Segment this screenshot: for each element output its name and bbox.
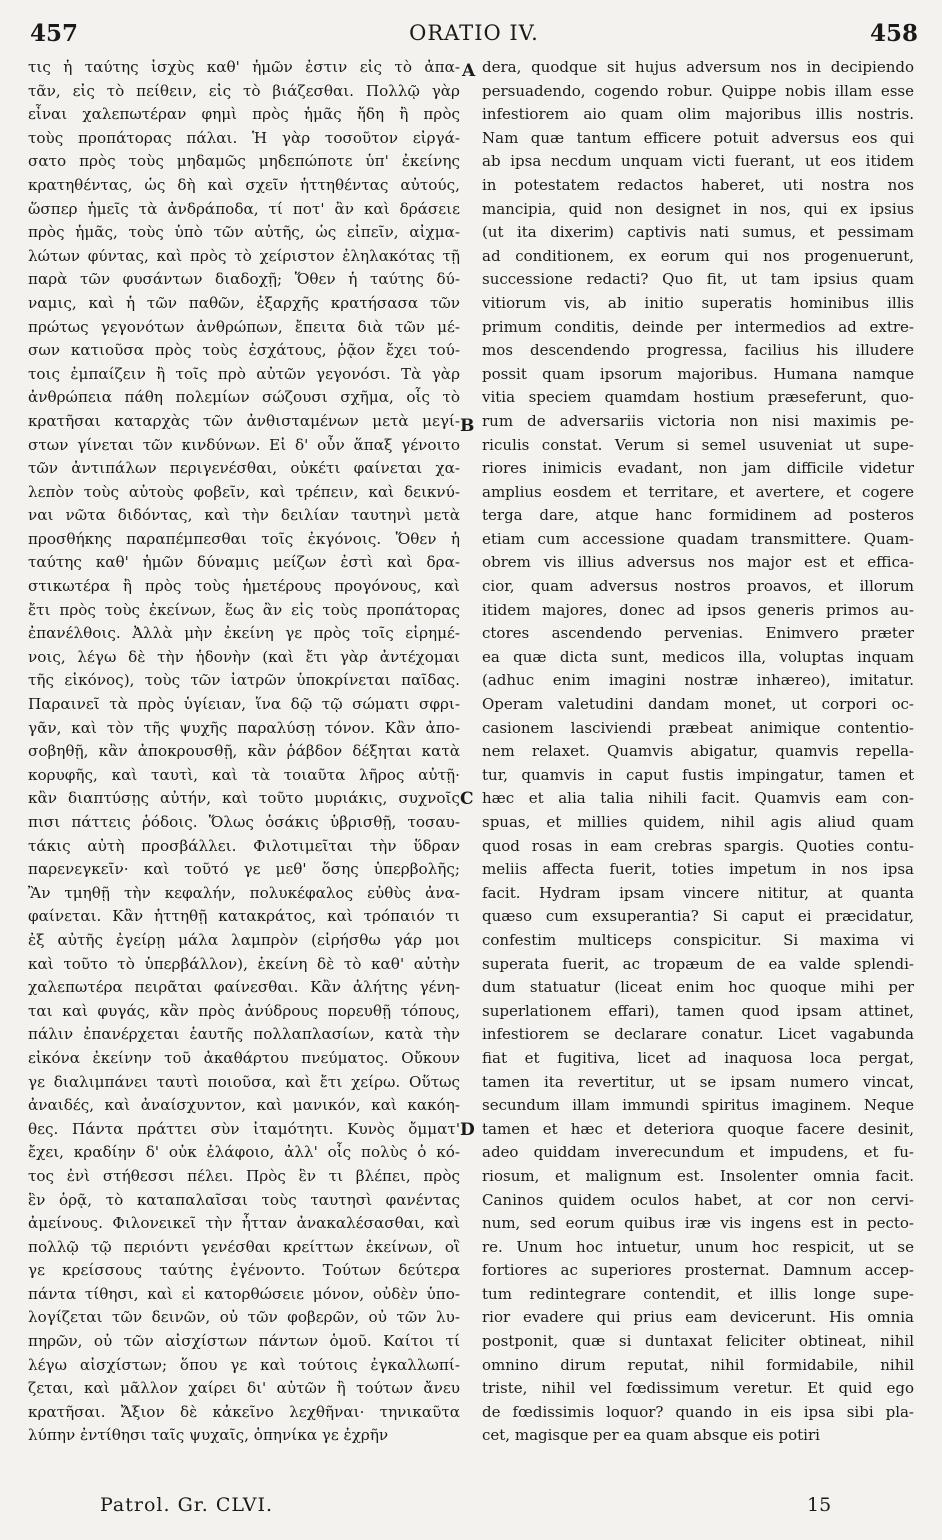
greek-text-line: πάντα τίθησι, καὶ εἰ κατορθώσειε μόνον, οὐδὲν ὑπο- xyxy=(28,1284,460,1303)
greek-text-line: ἓν ὁρᾷ, τὸ καταπαλαῖσαι τοὺς ταυτησὶ φανέντας xyxy=(28,1190,460,1209)
greek-text-line: πισι πάττεις ῥόδοις. Ὅλως ὁσάκις ὑβρισθῇ, τοσαυ- xyxy=(28,813,460,831)
latin-text-line: possit quam ipsorum majoribus. Humana namque xyxy=(482,364,914,383)
latin-text-line: tamen et hæc et deteriora quoque facere desinit, xyxy=(482,1119,914,1138)
greek-text-line: τᾶν, εἰς τὸ πείθειν, εἰς τὸ βιάζεσθαι. Πολλῷ γὰρ xyxy=(28,81,460,100)
latin-text-line: rior evadere qui prius eam devicerunt. His omnia xyxy=(482,1308,914,1327)
greek-text-line: σων κατιοῦσα πρὸς τοὺς ἐσχάτους, ῥᾷον ἔχει τού- xyxy=(28,341,460,360)
greek-text-line: τῶν ἀντιπάλων περιγενέσθαι, οὐκέτι φαίνεται χα- xyxy=(28,459,460,478)
latin-text-line: tur, quamvis in caput fustis impingatur, tamen et xyxy=(482,765,914,784)
latin-text-line: in potestatem redactos haberet, uti nostra nos xyxy=(482,175,914,194)
greek-text-line: προσθήκης παραπέμπεσθαι τοῖς ἐκγόνοις. Ὅθεν ἡ xyxy=(28,529,460,548)
latin-text-line: (adhuc enim imagini nostræ inhæreo), imitatur. xyxy=(482,671,914,690)
latin-text-line: re. Unum hoc intuetur, unum hoc respicit, ut se xyxy=(482,1237,914,1256)
greek-text-line: ζεται, καὶ μᾶλλον χαίρει δι' αὐτῶν ἢ τούτων ἄνευ xyxy=(28,1379,460,1398)
greek-text-line: πολλῷ τῷ περιόντι γενέσθαι κρείττων ἐκείνων, οἳ xyxy=(28,1237,460,1256)
greek-text-line: ἀνθρώπεια πάθη πολεμίων σώζουσι σχῆμα, οἷς τὸ xyxy=(28,388,460,407)
greek-text-line: παρενεγκεῖν· καὶ τοῦτό γε μεθ' ὅσης ὑπερβολῆς; xyxy=(28,860,460,879)
latin-text-line: primum conditis, deinde per intermedios ad extre- xyxy=(482,317,914,336)
greek-text-line: ἔτι πρὸς τοὺς ἐκείνων, ἕως ἂν εἰς τοὺς προπάτορας xyxy=(28,600,460,619)
latin-text-line: superlationem effari), tamen quod ipsam attinet, xyxy=(482,1001,914,1020)
greek-text-line: σατο πρὸς τοὺς μηδαμῶς μηδεπώποτε ὑπ' ἐκείνης xyxy=(28,152,460,171)
greek-text-line: πρὸς ἡμᾶς, τοὺς ὑπὸ τῶν αὐτῆς, ὡς εἰπεῖν, αἰχμα- xyxy=(28,223,460,242)
latin-text-line: terga dare, atque hanc formidinem ad posteros xyxy=(482,506,914,525)
greek-text-line: τῆς εἰκόνος), τοὺς τῶν ἰατρῶν ὑποκρίνεται παῖδας. xyxy=(28,671,460,690)
latin-text-line: riculis constat. Verum si semel usuveniat ut supe- xyxy=(482,435,914,454)
latin-text-line: infestiorem aio quam olim majoribus illis nostris. xyxy=(482,105,914,124)
latin-text-line: dera, quodque sit hujus adversum nos in decipiendo xyxy=(482,58,914,76)
greek-text-line: ὥσπερ ἡμεῖς τὰ ἀνδράποδα, τί ποτ' ἂν καὶ δράσειε xyxy=(28,199,460,218)
greek-text-line: φαίνεται. Κἂν ἡττηθῇ κατακράτος, καὶ τρόπαιόν τι xyxy=(28,907,460,926)
greek-text-line: λογίζεται τῶν δεινῶν, οὐ τῶν φοβερῶν, οὐ τῶν λυ- xyxy=(28,1308,460,1327)
latin-text-line: postponit, quæ si duntaxat feliciter obtineat, nihil xyxy=(482,1332,914,1351)
latin-text-line: mancipia, quid non designet in nos, qui ex ipsius xyxy=(482,199,914,218)
latin-text-line: de fœdissimis loquor? quando in eis ipsa sibi pla- xyxy=(482,1402,914,1421)
latin-text-line: ad conditionem, ex eorum qui nos progenuerunt, xyxy=(482,246,914,265)
latin-text-line: mos descendendo progressa, facilius his illudere xyxy=(482,341,914,360)
greek-text-line: γᾶν, καὶ τὸν τῆς ψυχῆς παραλύσῃ τόνον. Κἂν ἀπο- xyxy=(28,718,460,737)
greek-text-line: τοις ἐμπαίζειν ἢ τοῖς πρὸ αὐτῶν γεγονόσι. Τὰ γὰρ xyxy=(28,364,460,383)
greek-text-line: πάλιν ἐπανέρχεται ἑαυτῆς πολλαπλασίων, κατὰ τὴν xyxy=(28,1025,460,1044)
greek-text-line: Ἂν τμηθῇ τὴν κεφαλήν, πολυκέφαλος εὐθὺς ἀνα- xyxy=(28,883,460,902)
latin-text-line: vitiorum vis, ab initio superatis hominibus illis xyxy=(482,293,914,312)
latin-text-line: infestiorem se declarare conatur. Licet vagabunda xyxy=(482,1025,914,1044)
latin-text-line: fortiores ac superiores prosternat. Damnum accep- xyxy=(482,1261,914,1280)
greek-text-line: ναι νῶτα διδόντας, καὶ τὴν δειλίαν ταυτηνὶ μετὰ xyxy=(28,506,460,525)
greek-text-line: Παραινεῖ τὰ πρὸς ὑγίειαν, ἵνα δῷ τῷ σώματι σφρι- xyxy=(28,695,460,714)
greek-text-line: λεπὸν τοὺς αὐτοὺς φοβεῖν, καὶ τρέπειν, καὶ δεικνύ- xyxy=(28,482,460,501)
latin-text-line: cior, quam adversus nostros proavos, et illorum xyxy=(482,577,914,596)
latin-text-line: Nam quæ tantum efficere potuit adversus eos qui xyxy=(482,128,914,147)
greek-text-line: ται καὶ φυγάς, κἂν πρὸς ἀνύδρους πορευθῇ τόπους, xyxy=(28,1001,460,1020)
greek-text-line: ταύτης καθ' ἡμῶν δύναμις μείζων ἐστὶ καὶ δρα- xyxy=(28,553,460,572)
latin-text-line: cet, magisque per ea quam absque eis potiri xyxy=(482,1426,820,1445)
greek-text-line: κρατῆσαι καταρχὰς τῶν ἀνθισταμένων μετὰ μεγί- xyxy=(28,411,460,430)
greek-text-line: πηρῶν, οὐ τῶν αἰσχίστων πάντων ὁμοῦ. Καίτοι τί xyxy=(28,1332,460,1351)
greek-text-line: λύπην ἐντίθησι ταῖς ψυχαῖς, ὁπηνίκα γε ἐχρῆν xyxy=(28,1426,389,1445)
greek-text-line: ἐπανέλθοις. Ἀλλὰ μὴν ἐκείνη γε πρὸς τοῖς εἰρημέ- xyxy=(28,624,460,643)
page-number-right: 458 xyxy=(869,20,918,47)
greek-text-line: ἐξ αὐτῆς ἐγείρῃ μάλα λαμπρὸν (εἰρήσθω γάρ μοι xyxy=(28,930,460,949)
greek-text-line: στικωτέρα ἢ πρὸς τοὺς ἡμετέρους προγόνους, καὶ xyxy=(28,577,460,596)
latin-text-line: amplius eosdem et territare, et avertere, et cogere xyxy=(482,482,914,501)
greek-text-line: παρὰ τῶν φυσάντων διαδοχῇ; Ὅθεν ἡ ταύτης δύ- xyxy=(28,270,460,289)
latin-text-line: adeo quiddam inverecundum et impudens, et fu- xyxy=(482,1143,914,1162)
greek-text-line: ἀναιδές, καὶ ἀναίσχυντον, καὶ μανικόν, καὶ κακόη- xyxy=(28,1096,460,1115)
greek-text-line: νοις, λέγω δὲ τὴν ἡδονὴν (καὶ ἔτι γὰρ ἀντέχομαι xyxy=(28,647,460,666)
page-footer xyxy=(0,1490,942,1530)
greek-text-line: κἂν διαπτύσῃς αὐτήν, καὶ τοῦτο μυριάκις, συχνοῖς xyxy=(28,789,460,808)
latin-text-line: vitia speciem quamdam hostium præseferunt, quo- xyxy=(482,388,914,407)
section-marker-d: D xyxy=(460,1120,475,1140)
latin-text-line: riores inimicis evadant, non jam difficile videtur xyxy=(482,459,914,478)
latin-text-line: meliis affecta fuerit, toties impetum in nos ipsa xyxy=(482,860,914,879)
latin-text-line: riosum, et malignum est. Insolenter omnia facit. xyxy=(482,1166,914,1185)
latin-text-line: quæso cum exsuperantia? Si caput ei præcidatur, xyxy=(482,907,914,926)
greek-text-column xyxy=(28,56,460,1482)
gathering-number: 15 xyxy=(807,1494,832,1516)
latin-text-line: itidem majores, donec ad ipsos generis primos au- xyxy=(482,600,914,619)
latin-text-line: tamen ita revertitur, ut se ipsam numero vincat, xyxy=(482,1072,914,1091)
latin-text-line: omnino dirum reputat, nihil formidabile, nihil xyxy=(482,1355,914,1374)
greek-text-line: θες. Πάντα πράττει σὺν ἰταμότητι. Κυνὸς ὄμματ' xyxy=(28,1119,460,1138)
latin-text-line: tum redintegrare contendit, et illis longe supe- xyxy=(482,1284,914,1303)
latin-text-line: spuas, et millies quidem, nihil agis aliud quam xyxy=(482,813,914,831)
greek-text-line: στων γίνεται τῶν κινδύνων. Εἰ δ' οὖν ἅπαξ γένοιτο xyxy=(28,435,460,454)
greek-text-line: κρατηθέντας, ὡς δὴ καὶ σχεῖν ἡττηθέντας αὐτούς, xyxy=(28,175,460,194)
latin-text-line: Caninos quidem oculos habet, at cor non cervi- xyxy=(482,1190,914,1209)
latin-text-line: facit. Hydram ipsam vincere nititur, at quanta xyxy=(482,883,914,902)
greek-text-line: εἶναι χαλεπωτέραν φημὶ πρὸς ἡμᾶς ἤδη ἢ πρὸς xyxy=(28,105,460,124)
section-marker-c: C xyxy=(460,789,474,809)
latin-text-line: ab ipsa necdum unquam victi fuerant, ut eos itidem xyxy=(482,152,914,171)
greek-text-line: κορυφῆς, καὶ ταυτὶ, καὶ τὰ τοιαῦτα λῆρος αὐτῇ· xyxy=(28,765,460,784)
greek-text-line: τος ἐνὶ στήθεσσι πέλει. Πρὸς ἓν τι βλέπει, πρὸς xyxy=(28,1166,460,1185)
latin-text-line: casionem lasciviendi præbeat animique contentio- xyxy=(482,718,914,737)
greek-text-line: ἀμείνους. Φιλονεικεῖ τὴν ἧτταν ἀνακαλέσασθαι, καὶ xyxy=(28,1214,460,1233)
latin-text-line: superata fuerit, ac tropæum de ea valde splendi- xyxy=(482,954,914,973)
greek-text-line: κρατῆσαι. Ἄξιον δὲ κἀκεῖνο λεχθῆναι· τηνικαῦτα xyxy=(28,1402,460,1421)
latin-text-line: Operam valetudini dandam monet, ut corpori oc- xyxy=(482,695,914,714)
greek-text-line: λέγω αἰσχίστων; ὅπου γε καὶ τούτοις ἐγκαλλωπί- xyxy=(28,1355,460,1374)
latin-text-line: secundum illam immundi spiritus imaginem. Neque xyxy=(482,1096,914,1115)
greek-text-line: εἰκόνα ἐκείνην τοῦ ἀκαθάρτου πνεύματος. Οὔκουν xyxy=(28,1048,460,1067)
section-marker-a: A xyxy=(462,61,476,81)
latin-text-line: fiat et fugitiva, licet ad inaquosa loca pergat, xyxy=(482,1048,914,1067)
latin-text-line: (ut ita dixerim) captivis nati sumus, et pessimam xyxy=(482,223,914,242)
page-title: ORATIO IV. xyxy=(409,21,539,45)
latin-text-line: obrem vis illius adversus nos major est et effica- xyxy=(482,553,914,572)
latin-text-line: quod rosas in eam crebras spargis. Quoties contu- xyxy=(482,836,914,855)
greek-text-line: γε κρείσσους ταύτης ἐγένοντο. Τούτων δεύτερα xyxy=(28,1261,460,1280)
greek-text-line: ἔχει, κραδίην δ' οὐκ ἐλάφοιο, ἀλλ' οἷς πολὺς ὁ κό- xyxy=(28,1143,460,1162)
greek-text-line: ναμις, καὶ ἡ τῶν παθῶν, ἐξαρχῆς κρατήσασα τῶν xyxy=(28,293,460,312)
latin-text-line: etiam cum accessione quadam transmittere. Quam- xyxy=(482,529,914,548)
latin-text-line: nem relaxet. Quamvis abigatur, quamvis repella- xyxy=(482,742,914,761)
greek-text-line: γε διαλιμπάνει ταυτὶ ποιοῦσα, καὶ ἔτι χείρω. Οὕτως xyxy=(28,1072,460,1091)
latin-text-line: triste, nihil vel fœdissimum veretur. Et quid ego xyxy=(482,1379,914,1398)
latin-text-line: successione redacti? Quo fit, ut tam ipsius quam xyxy=(482,270,914,289)
greek-text-line: πρώτως γεγονότων ἀνθρώπων, ἔπειτα διὰ τῶν μέ- xyxy=(28,317,460,336)
greek-text-line: καὶ τοῦτο τὸ ὑπερβάλλον), ἐκείνη δὲ τὸ καθ' αὐτὴν xyxy=(28,954,460,973)
greek-text-line: χαλεπωτέρα πειρᾶται φαίνεσθαι. Κἂν ἀλήτης γένη- xyxy=(28,978,460,997)
latin-text-column xyxy=(482,56,914,1482)
page-number-left: 457 xyxy=(30,20,79,47)
latin-text-line: rum de adversariis victoria non nisi maximis pe- xyxy=(482,411,914,430)
latin-text-line: ea quæ dicta sunt, medicos illa, voluptas inquam xyxy=(482,647,914,666)
greek-text-line: τάκις αὐτὴ προσβάλλει. Φιλοτιμεῖται τὴν ὕδραν xyxy=(28,836,460,855)
greek-text-line: τοὺς προπάτορας πάλαι. Ἡ γὰρ τοσοῦτον εἰργά- xyxy=(28,128,460,147)
latin-text-line: persuadendo, cogendo robur. Quippe nobis illam esse xyxy=(482,81,914,100)
volume-signature: Patrol. Gr. CLVI. xyxy=(100,1494,273,1516)
section-marker-b: B xyxy=(460,416,475,436)
latin-text-line: num, sed eorum quibus iræ vis ingens est in pecto- xyxy=(482,1214,914,1233)
greek-text-line: σοβηθῇ, κἂν ἀποκρουσθῇ, κἂν ῥάβδον δέξηται κατὰ xyxy=(28,742,460,761)
latin-text-line: ctores ascendendo pervenias. Enimvero præter xyxy=(482,624,914,643)
page-header xyxy=(30,18,918,52)
greek-text-line: λώτων φύντας, καὶ πρὸς τὸ χείριστον ἐληλακότας τῇ xyxy=(28,246,460,265)
greek-text-line: τις ἡ ταύτης ἰσχὺς καθ' ἡμῶν ἐστιν εἰς τὸ ἀπα- xyxy=(28,58,460,76)
latin-text-line: confestim multiceps conspicitur. Si maxima vi xyxy=(482,930,914,949)
latin-text-line: dum statuatur (liceat enim hoc quoque mihi per xyxy=(482,978,914,997)
latin-text-line: hæc et alia talia nihili facit. Quamvis eam con- xyxy=(482,789,914,808)
